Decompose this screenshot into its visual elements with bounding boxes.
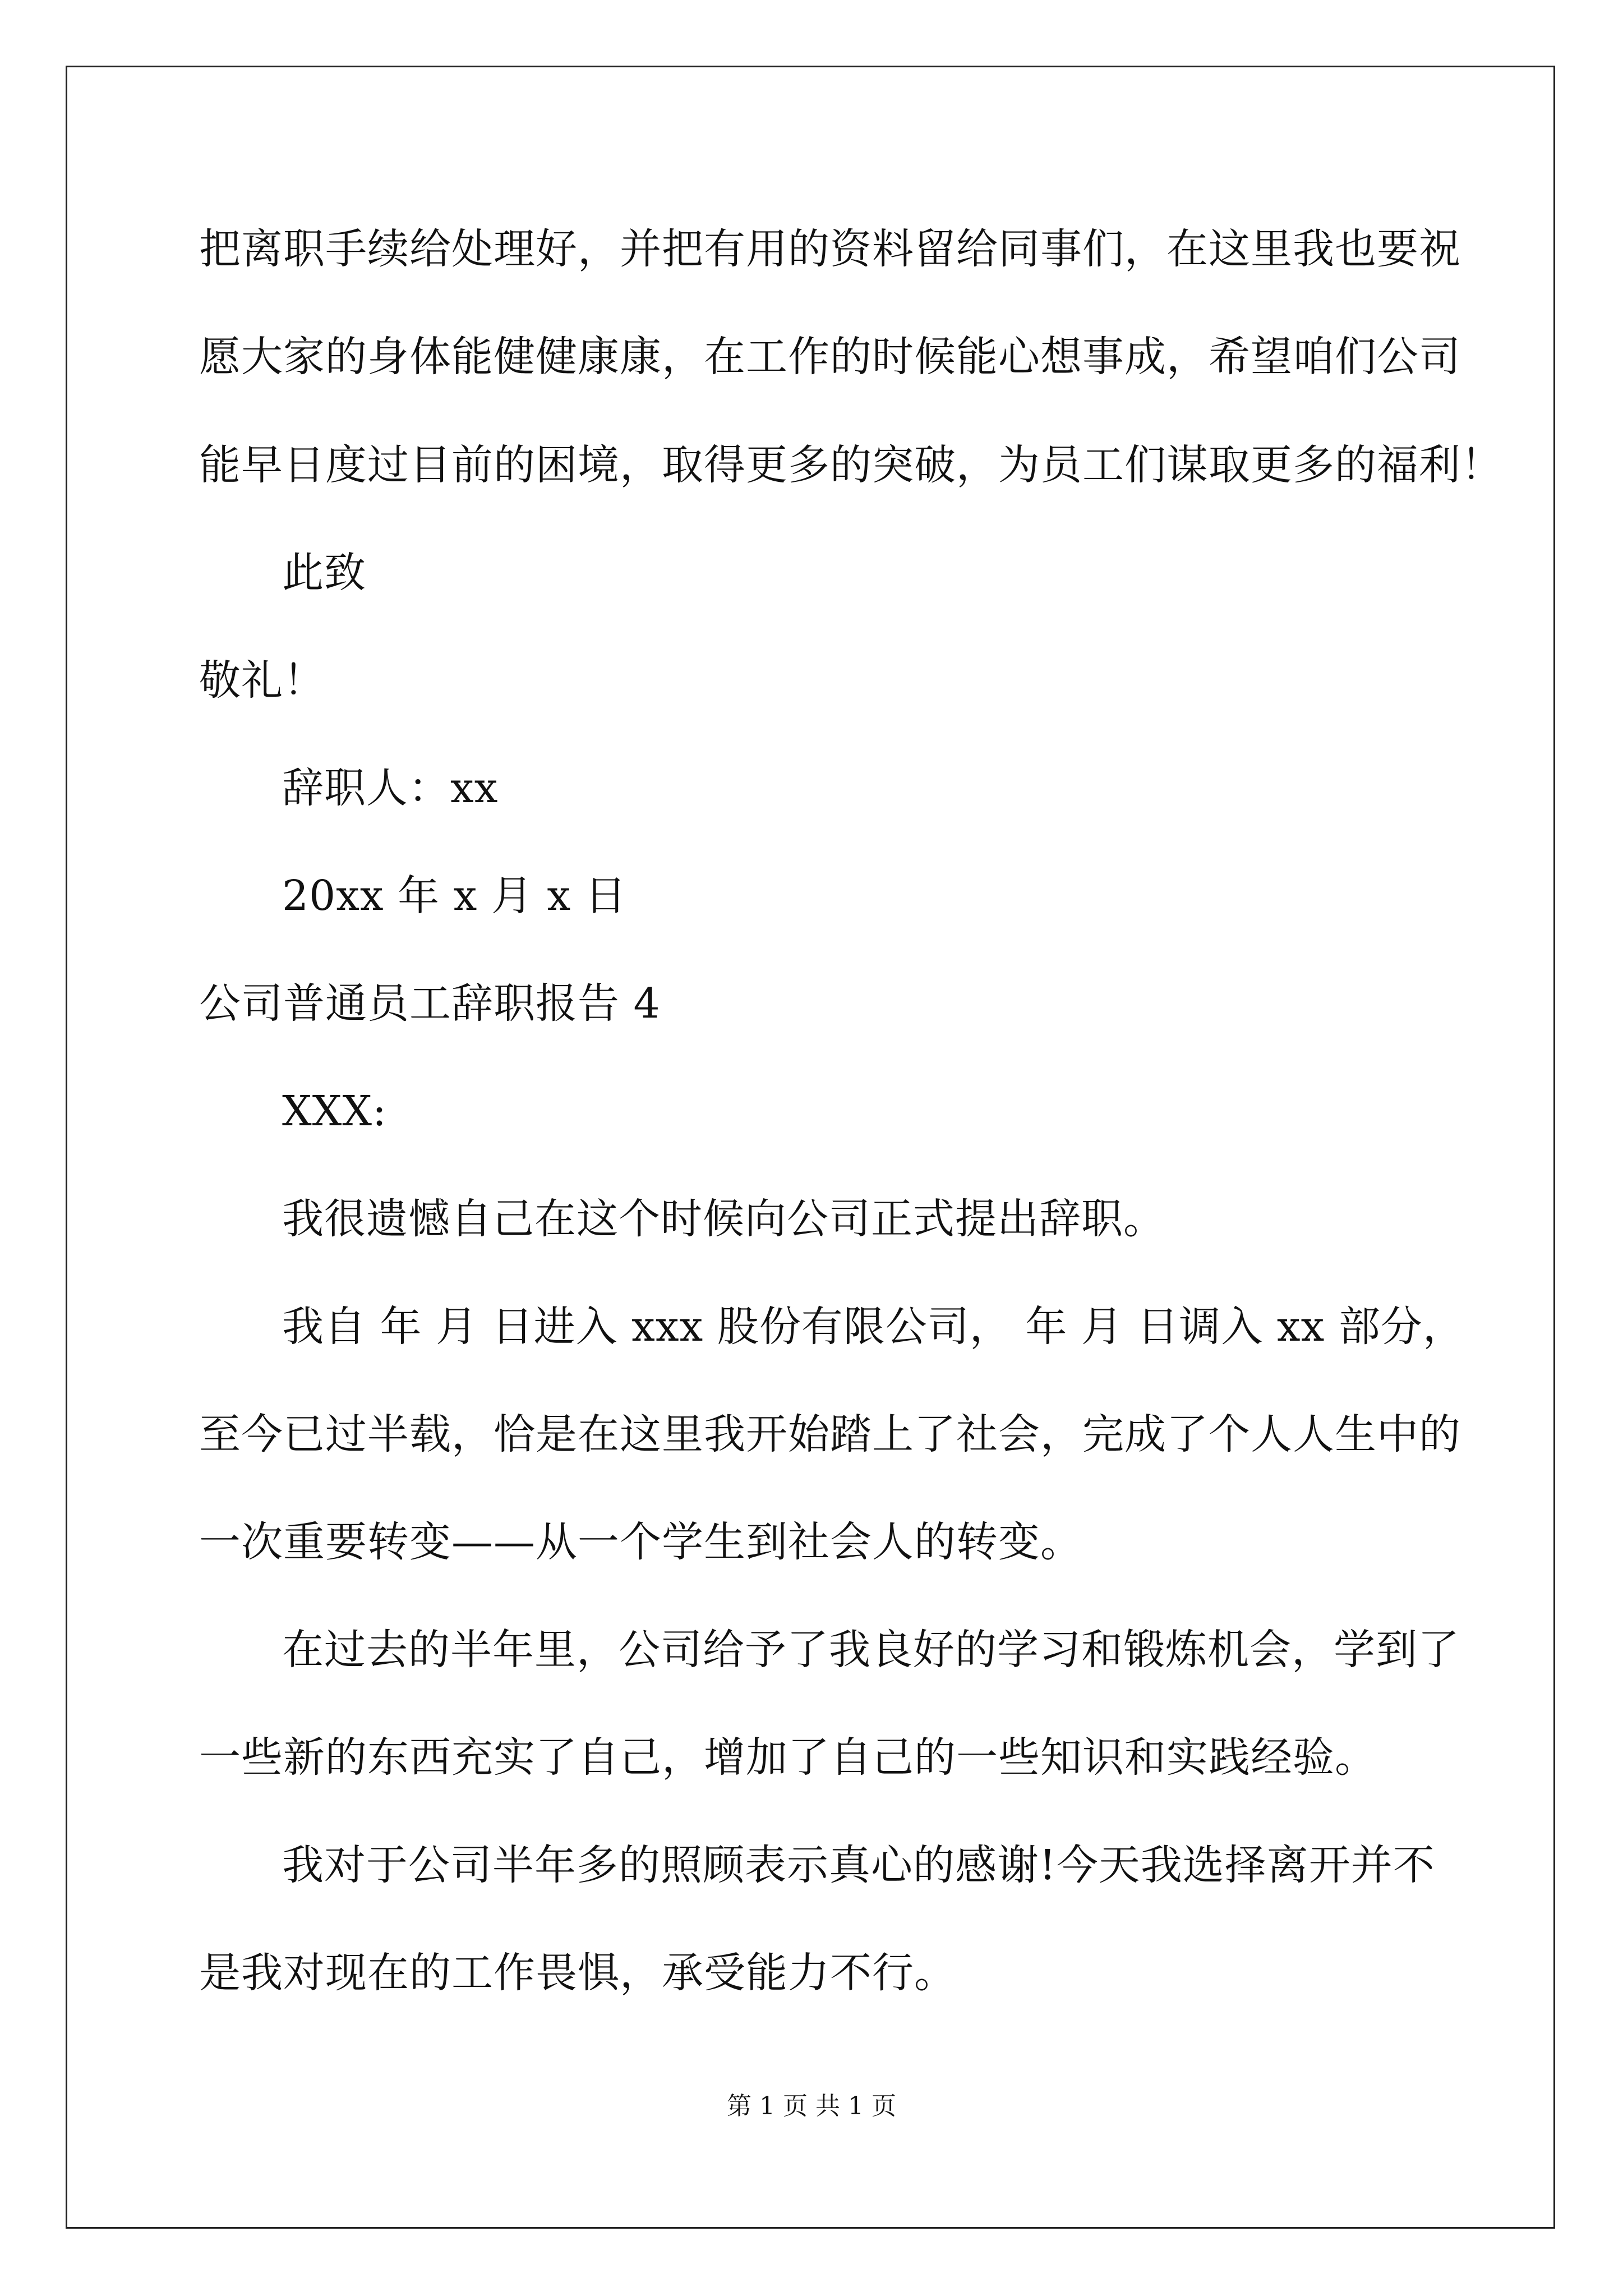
text-line: 把离职手续给处理好，并把有用的资料留给同事们，在这里我也要祝 [199,225,1461,273]
signatory: 辞职人：xx [282,764,499,812]
text-line: 愿大家的身体能健健康康，在工作的时候能心想事成，希望咱们公司 [199,333,1461,381]
page-border [66,66,1555,2229]
text-line: 我很遗憾自己在这个时候向公司正式提出辞职。 [282,1195,1165,1243]
page-footer: 第 1 页 共 1 页 [727,2092,896,2120]
text-line: 在过去的半年里，公司给予了我良好的学习和锻炼机会，学到了 [282,1626,1460,1674]
text-line: 我对于公司半年多的照顾表示真心的感谢!今天我选择离开并不 [282,1841,1435,1889]
closing-salutation: 此致 [282,549,366,597]
section-heading: 公司普通员工辞职报告 4 [199,979,661,1028]
closing-regards: 敬礼！ [199,656,325,705]
text-line: 是我对现在的工作畏惧，承受能力不行。 [199,1949,956,1997]
text-line: 一次重要转变——从一个学生到社会人的转变。 [199,1518,1082,1566]
text-line: 能早日度过目前的困境，取得更多的突破，为员工们谋取更多的福利！ [199,441,1503,489]
text-line: 至今已过半载，恰是在这里我开始踏上了社会，完成了个人人生中的 [199,1410,1461,1458]
text-line: 我自 年 月 日进入 xxx 股份有限公司， 年 月 日调入 xx 部分， [282,1303,1465,1351]
date-line: 20xx 年 x 月 x 日 [282,872,627,920]
addressee: XXX: [282,1087,387,1135]
text-line: 一些新的东西充实了自己，增加了自己的一些知识和实践经验。 [199,1733,1377,1782]
